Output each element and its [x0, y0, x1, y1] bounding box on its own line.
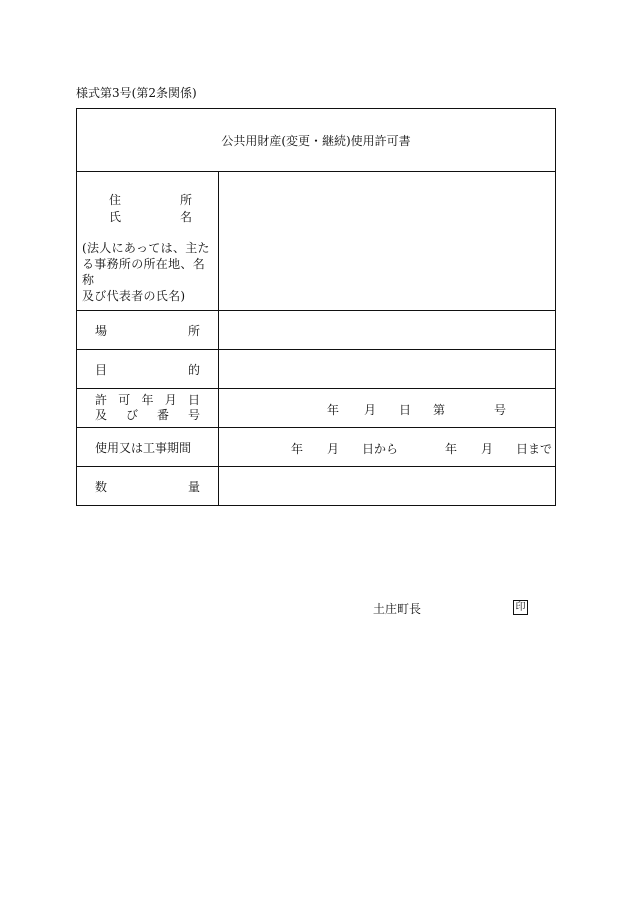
period-end-month: 月 — [481, 442, 494, 456]
period-start-month: 月 — [327, 442, 340, 456]
form-title: 公共用財産(変更・継続)使用許可書 — [77, 109, 556, 172]
applicant-label-cell — [77, 172, 219, 311]
permit-date-number-field[interactable] — [219, 389, 556, 428]
period-end-day: 日まで — [516, 442, 553, 456]
period-start-day: 日から — [362, 442, 399, 456]
period-end-year: 年 — [445, 442, 458, 456]
place-value-field[interactable] — [219, 311, 556, 350]
quantity-label: 数 量 — [77, 467, 219, 506]
purpose-value-field[interactable] — [219, 350, 556, 389]
issuer-name: 土庄町長 — [373, 602, 422, 616]
name-label: 氏 名 — [109, 210, 192, 224]
address-label: 住 所 — [109, 193, 192, 207]
form-number: 様式第3号(第2条関係) — [76, 86, 197, 100]
permit-number-suffix: 号 — [494, 403, 507, 417]
permit-year-unit: 年 — [327, 403, 340, 417]
applicant-value-field[interactable] — [219, 172, 556, 311]
permit-form-table — [76, 108, 556, 506]
corporate-note: (法人にあっては、主た る事務所の所在地、名称 及び代表者の氏名) — [82, 241, 210, 303]
period-start-year: 年 — [291, 442, 304, 456]
permit-month-unit: 月 — [364, 403, 377, 417]
period-label: 使用又は工事期間 — [77, 428, 219, 467]
permit-day-unit: 日 — [399, 403, 412, 417]
place-label: 場 所 — [77, 311, 219, 350]
seal-mark: 印 — [513, 600, 528, 615]
permit-number-prefix: 第 — [433, 403, 446, 417]
purpose-label: 目 的 — [77, 350, 219, 389]
period-field[interactable] — [219, 428, 556, 467]
permit-date-number-label: 許 可 年 月 日 及 び 番 号 — [77, 389, 219, 428]
quantity-value-field[interactable] — [219, 467, 556, 506]
